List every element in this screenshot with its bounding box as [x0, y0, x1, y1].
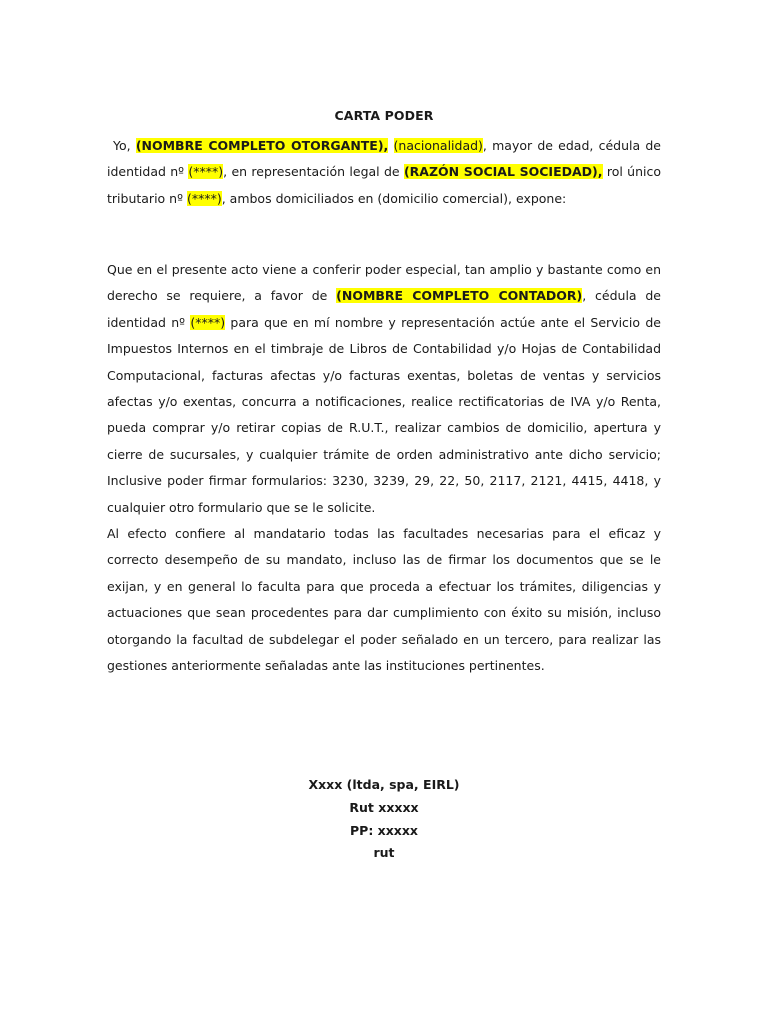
p2-text-1: Que en el presente acto viene a conferir poder especial, tan amplio y bastante como en derecho se requiere, a favor de: [107, 262, 661, 304]
document-title: CARTA PODER: [334, 108, 434, 123]
p1-text-5: rol único tributario nº: [107, 164, 661, 206]
signature-rut-pp: rut: [373, 845, 395, 861]
paragraph-poder: [107, 257, 661, 521]
p2-text-3: para que en mí nombre y representación actúe ante el Servicio de Impuestos Internos en el timbraje de Libros de Contabilidad y/o Hojas de Contabilidad Computacional, facturas afectas y/o facturas exentas, boletas de ventas y servicios afectas y/o exentas, concurra a notificaciones, realice rectificatorias de IVA y/o Renta, pueda comprar y/o retirar copias de R.U.T., realizar cambios de domicilio, apertura y cierre de sucursales, y cualquier trámite de orden administrativo ante dicho servicio; Inclusive poder firmar formularios: 3230, 3239, 29, 22, 50, 2117, 2121, 4415, 4418, y cualquier otro formulario que se le solicite.: [107, 314, 661, 515]
signature-block: [0, 774, 768, 865]
p2-text-2: , cédula de identidad nº: [107, 288, 661, 330]
placeholder-cedula-contador: (****): [190, 314, 226, 330]
placeholder-nacionalidad: (nacionalidad): [393, 138, 483, 153]
signature-pp: PP: xxxxx: [350, 822, 418, 838]
paragraph-facultades: Al efecto confiere al mandatario todas las facultades necesarias para el eficaz y correcto desempeño de su mandato, incluso las de firmar los documentos que se le exijan, y en general lo faculta para que proceda a efectuar los trámites, diligencias y actuaciones que sean procedentes para dar cumplimiento con éxito su misión, incluso otorgando la facultad de subdelegar el poder señalado en un tercero, para realizar las gestiones anteriormente señaladas ante las instituciones pertinentes.: [107, 526, 661, 674]
p1-text-3: , mayor de edad, cédula de identidad nº: [107, 138, 661, 180]
signature-company: Xxxx (ltda, spa, EIRL): [308, 777, 460, 792]
p1-text-2: [388, 138, 393, 153]
placeholder-rut-sociedad: (****): [186, 190, 222, 206]
paragraph-otorgante: [107, 133, 661, 212]
placeholder-nombre-otorgante: (NOMBRE COMPLETO OTORGANTE),: [135, 138, 389, 153]
p1-text-6: , ambos domiciliados en (domicilio comercial), expone:: [221, 190, 567, 206]
p1-text-4: , en representación legal de: [223, 164, 404, 180]
placeholder-nombre-contador: (NOMBRE COMPLETO CONTADOR): [336, 288, 583, 304]
placeholder-razon-social: (RAZÓN SOCIAL SOCIEDAD),: [403, 164, 603, 180]
p1-text-1: Yo,: [113, 138, 136, 153]
signature-rut: Rut xxxxx: [349, 799, 419, 815]
placeholder-cedula-otorgante: (****): [188, 164, 224, 180]
